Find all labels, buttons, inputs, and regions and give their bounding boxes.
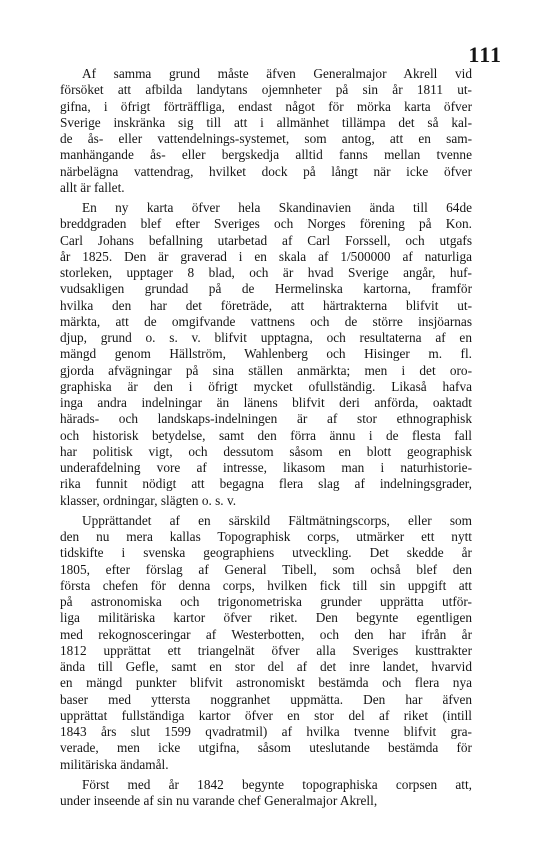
text-line: En ny karta öfver hela Skandinavien ända till 64de: [82, 200, 472, 215]
text-line: hvilka den har det företräde, att härtrakterna blifvit ut-: [60, 297, 472, 313]
text-line: djup, grund o. s. v. blifvit upptagna, och resultaterna af en: [60, 330, 472, 345]
text-line: rika funnit nödigt att begagna flera slag af indelningsgrader,: [60, 476, 472, 492]
text-line: Af samma grund måste äfven Generalmajor Akrell vid: [82, 66, 472, 81]
text-line: de ås- eller vattendelnings-systemet, som antog, att en sam-: [60, 131, 472, 146]
text-line: vudsakligen grundad på de Hermelinska kartorna, framför: [60, 281, 472, 297]
paragraph: [60, 513, 472, 773]
text-line: år 1825. Den är graverad i en skala af 1/500000 af naturliga: [60, 248, 472, 264]
text-line: 1812 upprättat ett triangelnät öfver alla Sveriges kusttrakter: [60, 642, 472, 658]
text-line: på astronomiska och trigonometriska grunder upprätta utför-: [60, 594, 472, 609]
text-line: gifna, i öfrigt förträffliga, endast något för mörka karta öfver: [60, 98, 472, 114]
text-line: ända till Gefle, samt en stor del af det inre landet, hvarvid: [60, 659, 472, 674]
text-line: mängd genom Hällström, Wahlenberg och Hisinger m. fl.: [60, 346, 472, 362]
text-line: liga militäriska kartor öfver riket. Den begynte egentligen: [60, 610, 472, 626]
text-line: baser med yttersta noggranhet uppmätta. Den har äfven: [60, 691, 472, 707]
text-line: första chefen för denna corps, hvilken fick till sin uppgift att: [60, 577, 472, 593]
text-line: närbelägna vattendrag, hvilket dock på långt när icke öfver: [60, 163, 472, 179]
text-line: allt är fallet.: [60, 179, 125, 195]
text-line: Först med år 1842 begynte topographiska corpsen att,: [82, 776, 472, 792]
text-line: gjorda afvägningar på sina ställen anmärkta; men i det oro-: [60, 362, 472, 378]
text-line: storleken, upptager 8 blad, och är hvad Sverige angår, huf-: [60, 265, 472, 280]
text-line: och historisk betydelse, samt den förra ännu i de flesta fall: [60, 427, 472, 443]
text-line: underafdelning vore af intresse, likasom man i naturhistorie-: [60, 460, 472, 475]
text-line: breddgraden blef efter Sveriges och Norges förening på Kon.: [60, 216, 472, 232]
text-line: verade, men icke utgifna, såsom uteslutande bestämda för: [60, 740, 472, 756]
text-line: Carl Johans befallning utarbetad af Carl Forssell, och utgafs: [60, 232, 472, 248]
text-line: märkta, att de omgifvande vattnens och de större insjöarnas: [60, 313, 472, 329]
text-line: har politisk vigt, och dessutom såsom en blott geographisk: [60, 443, 472, 459]
paragraph: [60, 200, 472, 509]
paragraph: [60, 66, 472, 196]
text-line: manhängande ås- eller bergskedja alltid fanns mellan tvenne: [60, 147, 472, 163]
text-line: Sverige inskränka sig till att i allmänhet tillämpa det så kal-: [60, 114, 472, 130]
text-line: under inseende af sin nu varande chef Generalmajor Akrell,: [60, 793, 378, 808]
text-line: 1843 års slut 1599 qvadratmil) af hvilka tvenne blifvit gra-: [60, 724, 472, 739]
text-line: militäriska ändamål.: [60, 756, 169, 772]
text-line: inga andra indelningar än länens blifvit deri anförda, oaktadt: [60, 395, 472, 410]
text-line: 1805, efter förslag af General Tibell, som ochså blef den: [60, 561, 472, 577]
text-line: den nu mera kallas Topographisk corps, utmärker ett nytt: [60, 529, 472, 544]
text-line: försöket att afbilda landytans ojemnheter på sin år 1811 ut-: [60, 82, 472, 98]
text-line: härads- och landskaps-indelningen är af stor ethnographisk: [60, 411, 472, 427]
text-line: Upprättandet af en särskild Fältmätningscorps, eller som: [82, 512, 472, 528]
text-line: tidskifte i svenska geographiens utveckling. Det skedde år: [60, 545, 472, 561]
text-line: klasser, ordningar, slägten o. s. v.: [60, 492, 237, 508]
text-line: en mängd punkter blifvit astronomiskt bestämda och flera nya: [60, 675, 472, 691]
page-number: 111: [468, 42, 502, 67]
text-line: upprättat fullständiga kartor öfver en stor del af riket (intill: [60, 707, 472, 723]
body-text: [60, 66, 472, 809]
text-line: graphiska är den i öfrigt mycket ofullständig. Likaså hafva: [60, 378, 472, 394]
paragraph: [60, 777, 472, 810]
text-line: med rekognosceringar af Westerbotten, och den har ifrån år: [60, 626, 472, 642]
